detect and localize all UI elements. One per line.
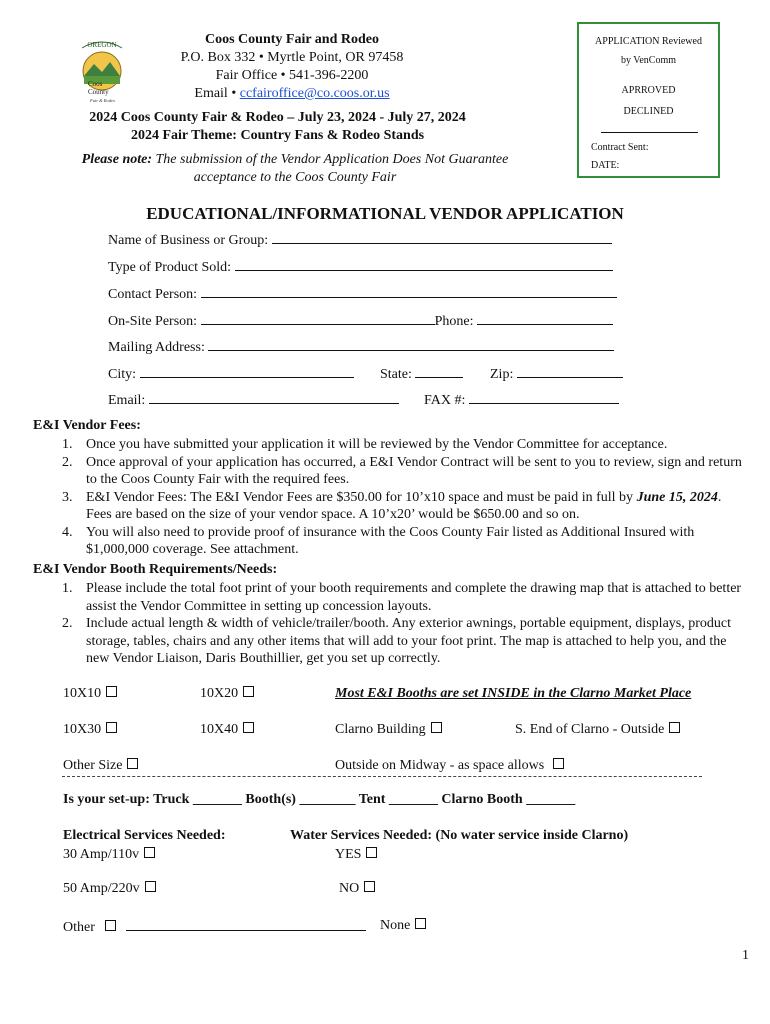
mailing-address-field[interactable] (108, 338, 614, 356)
list-item: 1. Once you have submitted your application it will be reviewed by the Vendor Committee for acceptance. (62, 437, 668, 452)
stamp-line2: by VenComm (620, 55, 677, 66)
email-field-label: Email: (108, 393, 149, 408)
electrical-heading: Electrical Services Needed: (63, 828, 226, 843)
fax-label: FAX #: (424, 393, 469, 408)
option-50amp[interactable]: 50 Amp/220v (63, 881, 156, 897)
stamp-declined: DECLINED (623, 106, 674, 117)
note-text: The submission of the Vendor Application Does Not Guarantee acceptance to the Coos County Fair (152, 152, 509, 185)
setup-type-question[interactable]: Is your set-up: Truck _______ Booth(s) ________ Tent _______ Clarno Booth _______ (63, 792, 576, 807)
option-water-yes[interactable]: YES (335, 847, 377, 863)
checkbox[interactable] (243, 686, 254, 697)
checkbox[interactable] (364, 881, 375, 892)
fair-office-phone: Fair Office • 541-396-2200 (215, 68, 369, 83)
stamp-date: DATE: (591, 160, 620, 171)
checkbox[interactable] (553, 758, 564, 769)
state-field[interactable] (380, 365, 463, 383)
onsite-label: On-Site Person: (108, 314, 201, 329)
checkbox[interactable] (415, 918, 426, 929)
option-south-end-clarno[interactable]: S. End of Clarno - Outside (515, 722, 680, 738)
contact-line[interactable] (201, 285, 617, 298)
city-field[interactable] (108, 365, 354, 383)
zip-field[interactable] (490, 365, 623, 383)
section-divider (62, 776, 702, 779)
checkbox[interactable] (243, 722, 254, 733)
option-30amp[interactable]: 30 Amp/110v (63, 847, 155, 863)
checkbox[interactable] (127, 758, 138, 769)
business-line[interactable] (272, 231, 612, 244)
option-10x30[interactable]: 10X30 (63, 722, 117, 738)
logo-coos-text: Coos (88, 80, 103, 88)
checkbox[interactable] (106, 686, 117, 697)
email-field[interactable] (108, 391, 399, 409)
city-line[interactable] (140, 365, 354, 378)
logo-county-text: County (88, 88, 109, 96)
option-10x20[interactable]: 10X20 (200, 686, 254, 702)
inside-clarno-note: Most E&I Booths are set INSIDE in the Clarno Market Place (335, 686, 692, 701)
option-10x40[interactable]: 10X40 (200, 722, 254, 738)
list-item: 4. You will also need to provide proof of insurance with the Coos County Fair listed as Additional Insured with $1,000,000 coverage. See attachment. (62, 524, 695, 557)
contact-label: Contact Person: (108, 287, 201, 302)
fair-logo (76, 38, 128, 110)
mailing-line[interactable] (208, 338, 614, 351)
email-line (158, 85, 426, 103)
electrical-other-line[interactable] (126, 918, 366, 931)
business-label: Name of Business or Group: (108, 233, 272, 248)
list-item: 2. Once approval of your application has occurred, a E&I Vendor Contract will be sent to you to review, sign and return to the Coos County Fair with the required fees. (62, 454, 742, 487)
zip-label: Zip: (490, 367, 517, 382)
page-title: EDUCATIONAL/INFORMATIONAL VENDOR APPLICATION (146, 204, 624, 223)
checkbox[interactable] (145, 881, 156, 892)
stamp-contract-sent: Contract Sent: (591, 142, 649, 153)
checkbox[interactable] (431, 722, 442, 733)
address: P.O. Box 332 • Myrtle Point, OR 97458 (180, 50, 404, 65)
fax-field[interactable] (424, 391, 619, 409)
option-electrical-none[interactable]: None (380, 918, 426, 934)
city-label: City: (108, 367, 140, 382)
zip-line[interactable] (517, 365, 623, 378)
mailing-label: Mailing Address: (108, 340, 209, 355)
product-label: Type of Product Sold: (108, 260, 235, 275)
option-electrical-other[interactable]: Other (63, 918, 366, 936)
checkbox[interactable] (105, 920, 116, 931)
list-item: 1. Please include the total foot print of your booth requirements and complete the drawing map that is attached to better assist the Vendor Committee in setting up concession layouts. (62, 581, 742, 614)
logo-oregon-text: OREGON (87, 41, 117, 49)
fax-line[interactable] (469, 391, 619, 404)
onsite-person-field[interactable] (108, 312, 613, 330)
water-heading: Water Services Needed: (No water service inside Clarno) (290, 828, 629, 843)
fair-dates: 2024 Coos County Fair & Rodeo – July 23, 2024 - July 27, 2024 (89, 110, 466, 125)
list-item: 3. E&I Vendor Fees: The E&I Vendor Fees are $350.00 for 10’x10 space and must be paid in full by June 15, 2024. Fees are based on the size of your vendor space. A 10’x20’ would be $650.00 and so on. (62, 489, 722, 522)
org-name: Coos County Fair and Rodeo (205, 32, 379, 47)
stamp-line1: APPLICATION Reviewed (595, 36, 702, 47)
requirements-heading: E&I Vendor Booth Requirements/Needs: (33, 562, 278, 577)
fee-deadline: June 15, 2024 (636, 489, 718, 505)
product-field[interactable] (108, 258, 613, 276)
email-field-line[interactable] (149, 391, 399, 404)
checkbox[interactable] (106, 722, 117, 733)
state-line[interactable] (415, 365, 463, 378)
stamp-approved: APRROVED (621, 85, 676, 96)
option-midway[interactable]: Outside on Midway - as space allows (335, 758, 564, 774)
review-stamp-box (577, 22, 720, 178)
phone-line[interactable] (477, 312, 613, 325)
requirements-list (62, 580, 742, 668)
state-label: State: (380, 367, 416, 382)
product-line[interactable] (235, 258, 613, 271)
business-name-field[interactable] (108, 231, 612, 249)
checkbox[interactable] (144, 847, 155, 858)
contact-person-field[interactable] (108, 285, 617, 303)
list-item: 2. Include actual length & width of vehicle/trailer/booth. Any exterior awnings, portable equipment, displays, product storage, tables, chairs and any other items that will add to your foot print. The map is attached to help you, and the new Vendor Liaison, Daris Bouthillier, get you set up correctly. (62, 616, 731, 666)
fair-theme: 2024 Fair Theme: Country Fans & Rodeo Stands (130, 128, 425, 143)
fees-heading: E&I Vendor Fees: (33, 418, 141, 433)
page-number: 1 (742, 948, 749, 963)
logo-fair-text: Fair & Rodeo (90, 98, 116, 103)
option-10x10[interactable]: 10X10 (63, 686, 117, 702)
email-label: Email • (194, 86, 240, 101)
email-link[interactable]: ccfairoffice@co.coos.or.us (239, 86, 390, 101)
option-water-no[interactable]: NO (339, 881, 375, 897)
note-label: Please note: (81, 152, 153, 167)
onsite-line[interactable] (201, 312, 435, 325)
option-clarno-building[interactable]: Clarno Building (335, 722, 442, 738)
stamp-divider (601, 132, 698, 133)
option-other-size[interactable]: Other Size (63, 758, 138, 774)
checkbox[interactable] (669, 722, 680, 733)
checkbox[interactable] (366, 847, 377, 858)
phone-label: Phone: (434, 314, 477, 329)
submission-note (55, 151, 535, 187)
fees-list (62, 436, 742, 559)
